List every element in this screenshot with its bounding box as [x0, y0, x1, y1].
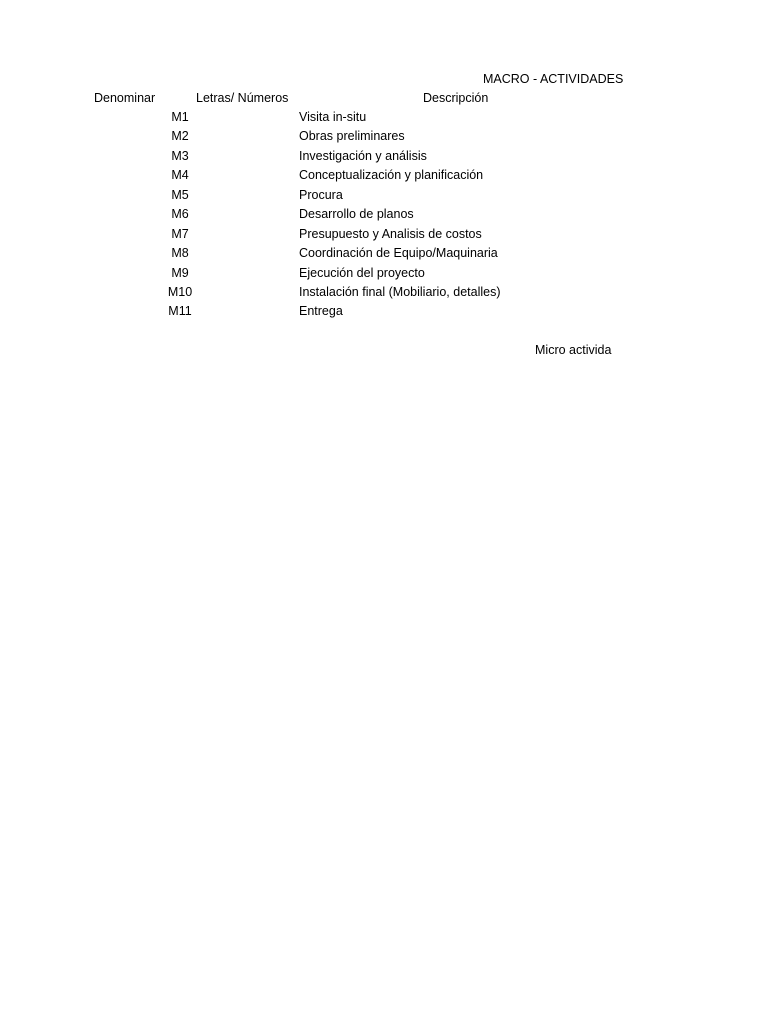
micro-activities-label: Micro activida	[535, 343, 612, 357]
activity-description: Visita in-situ	[299, 110, 367, 124]
activity-description: Obras preliminares	[299, 129, 405, 144]
table-row	[0, 285, 768, 304]
table-row	[0, 266, 768, 285]
table-row	[0, 246, 768, 265]
table-row	[0, 188, 768, 207]
activity-description: Entrega	[299, 304, 343, 319]
activity-code: M8	[171, 246, 189, 261]
page-title: MACRO - ACTIVIDADES	[483, 72, 624, 86]
activity-code: M5	[171, 187, 189, 202]
activity-description: Desarrollo de planos	[299, 207, 414, 222]
activity-code: M7	[171, 226, 189, 241]
activity-code: M2	[171, 129, 189, 144]
activities-table	[0, 110, 768, 324]
activity-code: M10	[167, 284, 193, 299]
activity-code: M3	[171, 148, 189, 163]
table-row	[0, 207, 768, 226]
table-row	[0, 304, 768, 323]
activity-code: M6	[171, 207, 189, 222]
activity-description: Ejecución del proyecto	[299, 265, 425, 280]
activity-description: Coordinación de Equipo/Maquinaria	[299, 246, 498, 261]
activity-code: M9	[171, 265, 189, 280]
activity-description: Procura	[299, 187, 343, 202]
activity-code: M4	[171, 168, 189, 183]
table-header	[0, 91, 768, 109]
activity-description: Presupuesto y Analisis de costos	[299, 226, 482, 241]
column-header-descripcion: Descripción	[423, 91, 489, 105]
activity-description: Conceptualización y planificación	[299, 168, 484, 183]
activity-code: M11	[168, 304, 192, 319]
table-row	[0, 129, 768, 148]
activity-code: M1	[171, 110, 189, 124]
table-row	[0, 227, 768, 246]
activity-description: Instalación final (Mobiliario, detalles)	[299, 284, 501, 299]
table-row	[0, 149, 768, 168]
activity-description: Investigación y análisis	[299, 148, 427, 163]
table-row	[0, 168, 768, 187]
column-header-denominar: Denominar	[94, 91, 156, 105]
table-row	[0, 110, 768, 129]
column-header-letras-numeros: Letras/ Números	[196, 91, 289, 105]
